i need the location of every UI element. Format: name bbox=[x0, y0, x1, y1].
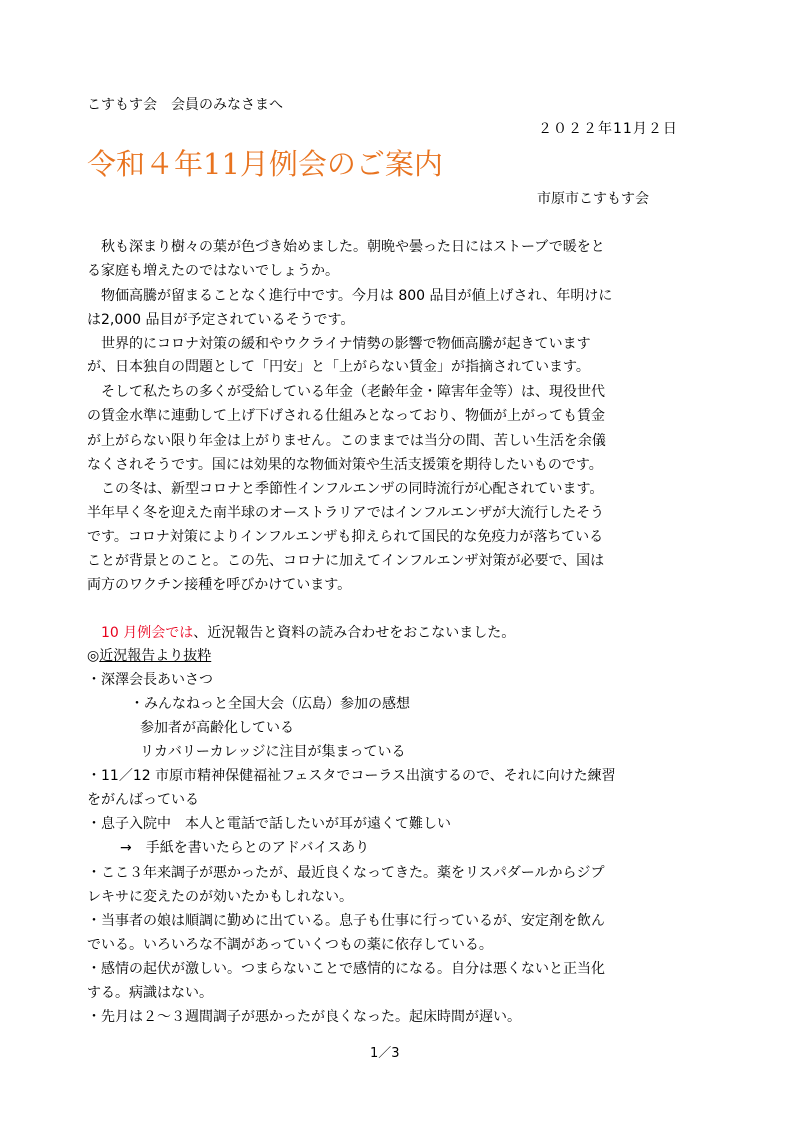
text-line: そして私たちの多くが受給している年金（老齢年金・障害年金等）は、現役世代 bbox=[87, 384, 605, 400]
list-item: 参加者が高齢化している bbox=[140, 720, 294, 736]
list-item: でいる。いろいろな不調があっていくつもの薬に依存している。 bbox=[87, 937, 493, 953]
list-item: ・深澤会長あいさつ bbox=[87, 672, 213, 688]
text-line: 両方のワクチン接種を呼びかけています。 bbox=[87, 577, 352, 593]
text-line: この冬は、新型コロナと季節性インフルエンザの同時流行が心配されています。 bbox=[87, 481, 604, 497]
list-item: リカバリーカレッジに注目が集まっている bbox=[140, 744, 406, 760]
text-line: が上がらない限り年金は上がりません。このままでは当分の間、苦しい生活を余儀 bbox=[87, 433, 606, 449]
list-item: する。病識はない。 bbox=[87, 985, 213, 1001]
text-line: 物価高騰が留まることなく進行中です。今月は 800 品目が値上げされ、年明けに bbox=[87, 288, 613, 304]
list-item: ・先月は２～３週間調子が悪かったが良くなった。起床時間が遅い。 bbox=[87, 1009, 521, 1025]
list-item: ・みんなねっと全国大会（広島）参加の感想 bbox=[130, 696, 410, 712]
text-line: 半年早く冬を迎えた南半球のオーストラリアではインフルエンザが大流行したそう bbox=[87, 505, 605, 521]
list-item: レキサに変えたのが効いたかもしれない。 bbox=[87, 889, 353, 905]
october-rest: 、近況報告と資料の読み合わせをおこないました。 bbox=[193, 625, 516, 641]
list-item: ・ここ３年来調子が悪かったが、最近良くなってきた。薬をリスパダールからジプ bbox=[87, 865, 605, 881]
text-line: が、日本独自の問題として「円安」と「上がらない賃金」が指摘されています。 bbox=[87, 359, 590, 375]
list-item: ・息子入院中 本人と電話で話したいが耳が遠くて難しい bbox=[87, 816, 451, 832]
text-line: る家庭も増えたのではないでしょうか。 bbox=[87, 263, 339, 279]
text-line: なくされそうです。国には効果的な物価対策や生活支援策を期待したいものです。 bbox=[87, 457, 603, 473]
text-line: です。コロナ対策によりインフルエンザも抑えられて国民的な免疫力が落ちている bbox=[87, 529, 604, 545]
text-line: ことが背景とのこと。この先、コロナに加えてインフルエンザ対策が必要で、国は bbox=[87, 553, 605, 569]
excerpt-heading bbox=[87, 646, 211, 666]
october-summary bbox=[101, 623, 515, 643]
list-item: ・当事者の娘は順調に勤めに出ている。息子も仕事に行っているが、安定剤を飲ん bbox=[87, 913, 605, 929]
page-number: 1／3 bbox=[370, 1046, 400, 1061]
list-item: をがんばっている bbox=[87, 792, 199, 808]
list-item: ・11／12 市原市精神保健福祉フェスタでコーラス出演するので、それに向けた練習 bbox=[87, 768, 616, 784]
list-item: → 手紙を書いたらとのアドバイスあり bbox=[120, 840, 370, 856]
date: ２０２２年11月２日 bbox=[538, 121, 678, 137]
page-title: 令和４年11月例会のご案内 bbox=[87, 147, 443, 181]
text-line: は2,000 品目が予定されているそうです。 bbox=[87, 312, 355, 328]
text-line: の賃金水準に連動して上げ下げされる仕組みとなっており、物価が上がっても賃金 bbox=[87, 408, 605, 424]
double-circle-icon: ◎ bbox=[87, 648, 100, 664]
text-line: 秋も深まり樹々の葉が色づき始めました。朝晩や曇った日にはストーブで暖をと bbox=[87, 239, 605, 255]
excerpt-heading-text: 近況報告より抜粋 bbox=[99, 648, 212, 664]
text-line: 世界的にコロナ対策の緩和やウクライナ情勢の影響で物価高騰が起きています bbox=[87, 336, 591, 352]
list-item: ・感情の起伏が激しい。つまらないことで感情的になる。自分は悪くないと正当化 bbox=[87, 961, 605, 977]
addressee: こすもす会 会員のみなさまへ bbox=[87, 97, 283, 113]
october-lead: 10 月例会では bbox=[101, 625, 194, 641]
sender: 市原市こすもす会 bbox=[537, 191, 649, 207]
